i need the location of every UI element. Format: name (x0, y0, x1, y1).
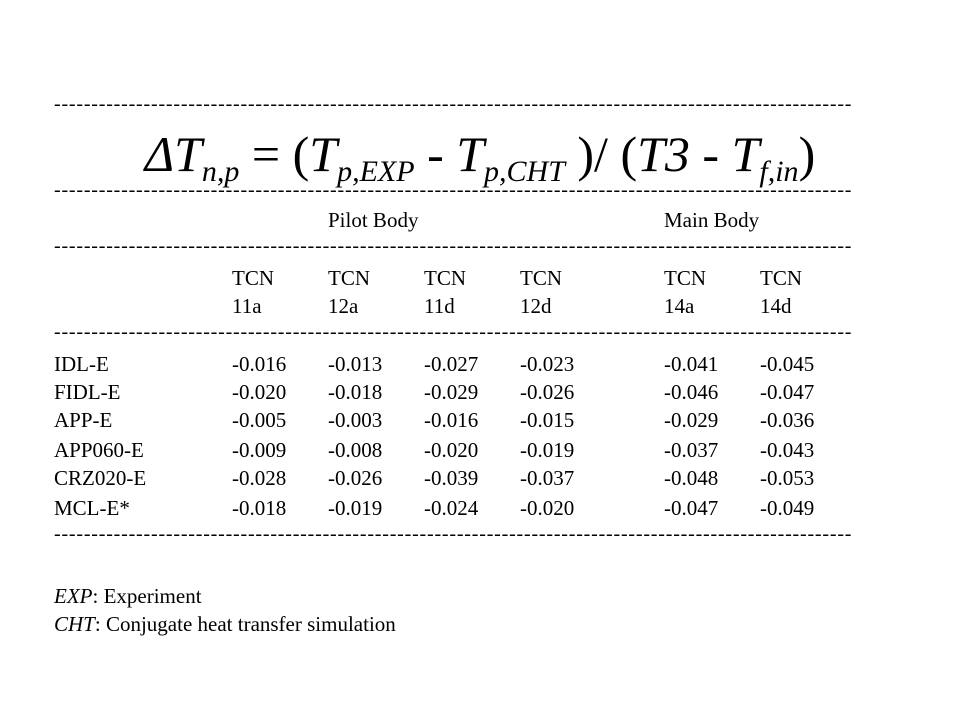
divider-bottom: ----------------------------------------------------------------------------------------------------------- (54, 524, 853, 544)
equation-minus-1: - (414, 126, 457, 182)
table-cell: -0.041 (664, 352, 719, 376)
table-cell: -0.024 (424, 496, 479, 520)
equation-close-div-open: )/ ( (564, 126, 638, 182)
table-cell: -0.047 (664, 496, 719, 520)
equation-delta-t: ΔT (144, 126, 202, 182)
table-cell: -0.020 (520, 496, 575, 520)
table-cell: -0.026 (328, 466, 383, 490)
divider-below-header: ----------------------------------------------------------------------------------------------------------- (54, 322, 853, 342)
table-cell: -0.018 (232, 496, 287, 520)
table-cell: -0.037 (520, 466, 575, 490)
table-cell: -0.049 (760, 496, 815, 520)
table-cell: -0.029 (664, 408, 719, 432)
equation-t1: T (309, 126, 338, 182)
table-cell: -0.018 (328, 380, 383, 404)
column-header-bottom: 12d (520, 294, 552, 318)
equation-sub-fin: f,in (759, 155, 799, 188)
table-cell: -0.045 (760, 352, 815, 376)
table-cell: -0.016 (424, 408, 479, 432)
table-cell: -0.003 (328, 408, 383, 432)
column-header-top: TCN (520, 266, 562, 290)
footnote-text: : Experiment (92, 584, 202, 608)
row-label: MCL-E* (54, 496, 130, 520)
table-cell: -0.053 (760, 466, 815, 490)
column-header-bottom: 11d (424, 294, 455, 318)
equation-eq-open: = ( (239, 126, 310, 182)
table-cell: -0.019 (520, 438, 575, 462)
equation-sub-np: n,p (201, 155, 240, 188)
column-header-top: TCN (232, 266, 274, 290)
table-cell: -0.029 (424, 380, 479, 404)
table-cell: -0.039 (424, 466, 479, 490)
column-header-bottom: 14a (664, 294, 695, 318)
table-cell: -0.020 (232, 380, 287, 404)
row-label: CRZ020-E (54, 466, 147, 490)
equation-t4: T (731, 126, 760, 182)
table-cell: -0.026 (520, 380, 575, 404)
equation-sub-cht: p,CHT (484, 155, 565, 188)
column-header-top: TCN (664, 266, 706, 290)
column-header-bottom: 12a (328, 294, 359, 318)
column-header-top: TCN (760, 266, 802, 290)
footnote-term: CHT (54, 612, 95, 636)
table-cell: -0.008 (328, 438, 383, 462)
table-cell: -0.028 (232, 466, 287, 490)
footnote-exp (54, 582, 202, 610)
table-cell: -0.013 (328, 352, 383, 376)
group-header-pilot-body: Pilot Body (328, 208, 419, 232)
equation-close: ) (798, 126, 816, 182)
table-cell: -0.043 (760, 438, 815, 462)
table-cell: -0.023 (520, 352, 575, 376)
row-label: APP060-E (54, 438, 144, 462)
table-cell: -0.020 (424, 438, 479, 462)
column-header-top: TCN (328, 266, 370, 290)
row-label: APP-E (54, 408, 113, 432)
equation-minus-2: - (689, 126, 732, 182)
table-cell: -0.016 (232, 352, 287, 376)
column-header-bottom: 11a (232, 294, 262, 318)
footnote-text: : Conjugate heat transfer simulation (94, 612, 396, 636)
equation-sub-exp: p,EXP (337, 155, 415, 188)
equation-t2: T (456, 126, 485, 182)
equation-t3: T3 (637, 126, 690, 182)
table-cell: -0.019 (328, 496, 383, 520)
table-cell: -0.009 (232, 438, 287, 462)
column-header-bottom: 14d (760, 294, 792, 318)
table-cell: -0.005 (232, 408, 287, 432)
table-cell: -0.048 (664, 466, 719, 490)
table-cell: -0.046 (664, 380, 719, 404)
row-label: FIDL-E (54, 380, 121, 404)
table-cell: -0.036 (760, 408, 815, 432)
footnote-cht (54, 610, 396, 638)
divider-below-equation: ----------------------------------------------------------------------------------------------------------- (54, 180, 853, 200)
footnote-term: EXP (54, 584, 93, 608)
table-cell: -0.015 (520, 408, 575, 432)
table-cell: -0.027 (424, 352, 479, 376)
equation (0, 116, 960, 210)
column-header-top: TCN (424, 266, 466, 290)
row-label: IDL-E (54, 352, 109, 376)
divider-below-groups: ----------------------------------------------------------------------------------------------------------- (54, 236, 853, 256)
table-cell: -0.037 (664, 438, 719, 462)
group-header-main-body: Main Body (664, 208, 760, 232)
table-cell: -0.047 (760, 380, 815, 404)
divider-top: ----------------------------------------------------------------------------------------------------------- (54, 94, 853, 114)
